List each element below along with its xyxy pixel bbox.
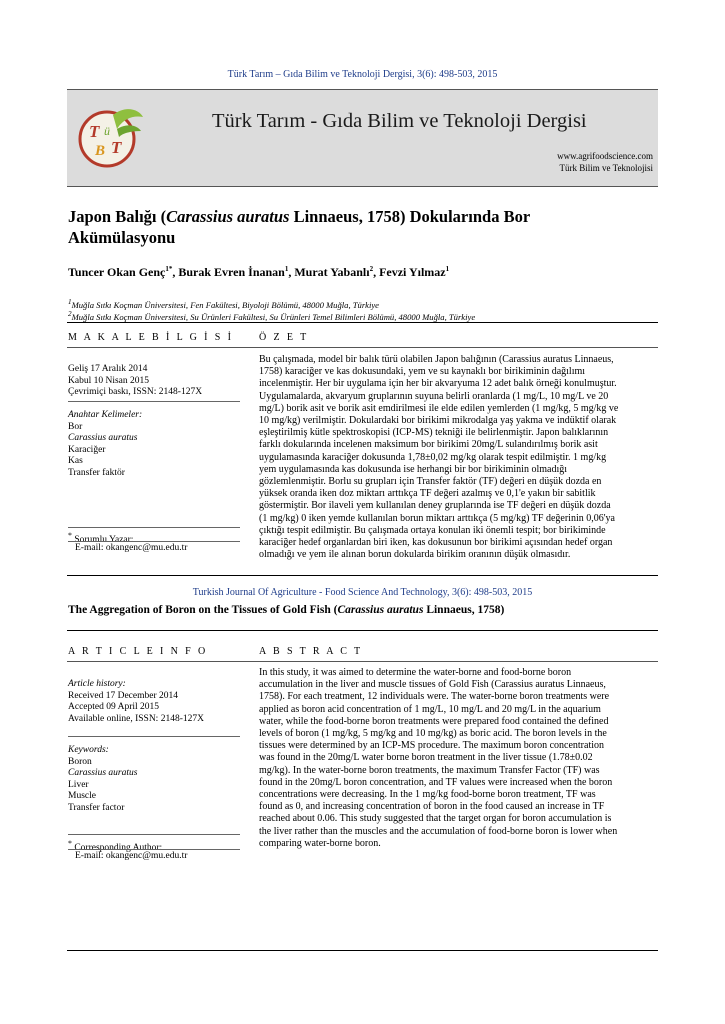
svg-text:ü: ü <box>104 124 110 138</box>
divider <box>68 401 240 402</box>
svg-text:T: T <box>111 138 122 157</box>
divider <box>67 950 658 951</box>
article-history-tr: Geliş 17 Aralık 2014 Kabul 10 Nisan 2015 Çevrimiçi baskı, ISSN: 2148-127X <box>68 364 203 397</box>
english-title: The Aggregation of Boron on the Tissues of Gold Fish (Carassius auratus Linnaeus, 1758) <box>68 604 505 616</box>
divider <box>67 322 658 323</box>
divider <box>68 527 240 528</box>
keywords-en: Keywords: Boron Carassius auratus Liver Muscle Transfer factor <box>68 745 138 813</box>
svg-text:B: B <box>95 143 106 159</box>
svg-text:T: T <box>89 122 100 141</box>
english-citation: Turkish Journal Of Agriculture - Food Science And Technology, 3(6): 498-503, 2015 <box>192 587 533 598</box>
divider <box>68 541 240 542</box>
corresponding-en: * Corresponding Author: <box>68 839 163 854</box>
author-list: Tuncer Okan Genç$^{1*}$, Burak Evren İnanan$^1$, Murat Yabanlı$^2$, Fevzi Yılmaz$^1$ <box>68 265 450 279</box>
affiliation-2: $^2$Muğla Sıtkı Koçman Üniversitesi, Su Ürünleri Fakültesi, Su Ürünleri Temel Bilimleri Bölümü, 48000 Muğla, Türkiye <box>68 310 476 322</box>
info-heading-tr: M A K A L E B İ L G İ S İ <box>68 332 234 343</box>
abstract-heading-tr: Ö Z E T <box>259 332 309 343</box>
divider <box>68 834 240 835</box>
divider <box>68 736 240 737</box>
journal-url[interactable]: www.agrifoodscience.com <box>557 151 653 161</box>
article-title: Japon Balığı (Carassius auratus Linnaeus, 1758) Dokularında Bor Akümülasyonu <box>68 207 531 247</box>
abstract-heading-en: A B S T R A C T <box>259 646 363 657</box>
affiliation-1: $^1$Muğla Sıtkı Koçman Üniversitesi, Fen Fakültesi, Biyoloji Bölümü, 48000 Muğla, Türkiye <box>68 298 379 310</box>
author-name: Burak Evren İnanan <box>178 265 285 279</box>
author-name: Fevzi Yılmaz <box>379 265 446 279</box>
divider <box>68 849 240 850</box>
email-en[interactable]: E-mail: okangenc@mu.edu.tr <box>75 851 188 861</box>
divider <box>67 575 658 576</box>
journal-title: Türk Tarım - Gıda Bilim ve Teknoloji Dergisi <box>212 110 587 132</box>
abstract-tr: Bu çalışmada, model bir balık türü olabilen Japon balığının (Carassius auratus Linnaeus, 1758) karaciğer ve kas dokusundaki, yem ve su kaynaklı bor birikiminin dağılımı incelenmiştir. Her bir uygulama için her bir akvaryuma 12 adet balık örneği konulmuştur. Uygulamalarda, akvaryum gruplarının suyuna belirli oranlarda (1 mg/L, 10 mg/L ve 20 mg/L) borik asit ve borik asit emdirilmesi ile elde edilen yemlerden (1 mg/kg, 5 mg/kg ve 10 mg/kg) verilmiştir. Dokulardaki bor birikimi mikrodalga yaş yakma ve indüktif olarak eşleştirilmiş kütle spektroskopisi (ICP-MS) tekniği ile belirlenmiştir. Japon balıklarının farklı dokularında incelenen maksimum bor birikimi 20mg/L sulandırılmış borik asit uygulamasında karaciğer dokusunda 1,78±0,02 mg/kg olarak tespit edilmiştir. 1 mg/kg yem uygulamasında kas dokusunda ise herhangi bir bor birikiminin olmadığı gözlemlenmiştir. Borlu su grupları için Transfer faktör (TF) değeri en düşük dozda en yüksek oranda iken doz miktarı arttıkça TF değeri azalmış ve 0,1'e yakın bir sabitlik göstermiştir. Bor ilaveli yem kullanılan deney gruplarında ise TF değeri en düşük dozda (1 mg/kg) 0 iken yemde kullanılan borun miktarı arttıkça (5 mg/kg) TF değerinin 0,06'ya çıktığı tespit edilmiştir. Bu çalışmada ortaya konulan iki önemli tespit; bor birikiminde karaciğer hedef organlardan biri iken, kas dokusunun bor birikimi açısından hedef organ olmadığı ve yem ile alınan borun dokularda birikim oranının düşük olmasıdır. <box>259 354 619 561</box>
info-heading-en: A R T I C L E I N F O <box>68 646 208 657</box>
journal-citation: Türk Tarım – Gıda Bilim ve Teknoloji Dergisi, 3(6): 498-503, 2015 <box>227 69 498 80</box>
publisher-name: Türk Bilim ve Teknolojisi <box>559 163 653 173</box>
author-name: Murat Yabanlı <box>294 265 370 279</box>
article-history-en: Article history: Received 17 December 2014 Accepted 09 April 2015 Available online, ISSN: 2148-127X <box>68 679 204 724</box>
email-tr[interactable]: E-mail: okangenc@mu.edu.tr <box>75 543 188 553</box>
journal-logo <box>73 101 145 173</box>
author-name: Tuncer Okan Genç <box>68 265 166 279</box>
divider <box>67 347 658 348</box>
divider <box>67 661 658 662</box>
keywords-tr: Anahtar Kelimeler: Bor Carassius auratus Karaciğer Kas Transfer faktör <box>68 410 143 478</box>
corresponding-tr: * Sorumlu Yazar: <box>68 531 134 546</box>
divider <box>67 630 658 631</box>
abstract-en: In this study, it was aimed to determine the water-borne and food-borne boron accumulation in the liver and muscle tissues of Gold Fish (Carassius auratus Linnaeus, 1758). For each treatment, 12 individuals were. The water-borne boron treatments were applied as boron acid concentration of 1 mg/L, 10 mg/L and 20 mg/L in the aquarium water, while the food-borne boron treatments were prepared food contained the defined levels of boron (1 mg/kg, 5 mg/kg and 10 mg/kg) as boric acid. The boron levels in the tissues were determined by an ICP-MS procedure. The maximum boron concentration was found in the 20mg/L water borne boron treatment in the liver tissue (1.78±0.02 mg/kg). In the water-borne boron treatments, the maximum Transfer Factor (TF) was found in the 20mg/L boron concentration, and TF values were increased when the boron concentrations were decreasing. In the 1 mg/kg food-borne boron treatment, TF was found as 0, and increasing concentration of boron in the food caused an increase in TF reached about 0.06. This study suggested that the target organ for boron accumulation is the liver rather than the muscles and the accumulation of food-borne boron is lower when comparing water-borne boron. <box>259 667 618 849</box>
